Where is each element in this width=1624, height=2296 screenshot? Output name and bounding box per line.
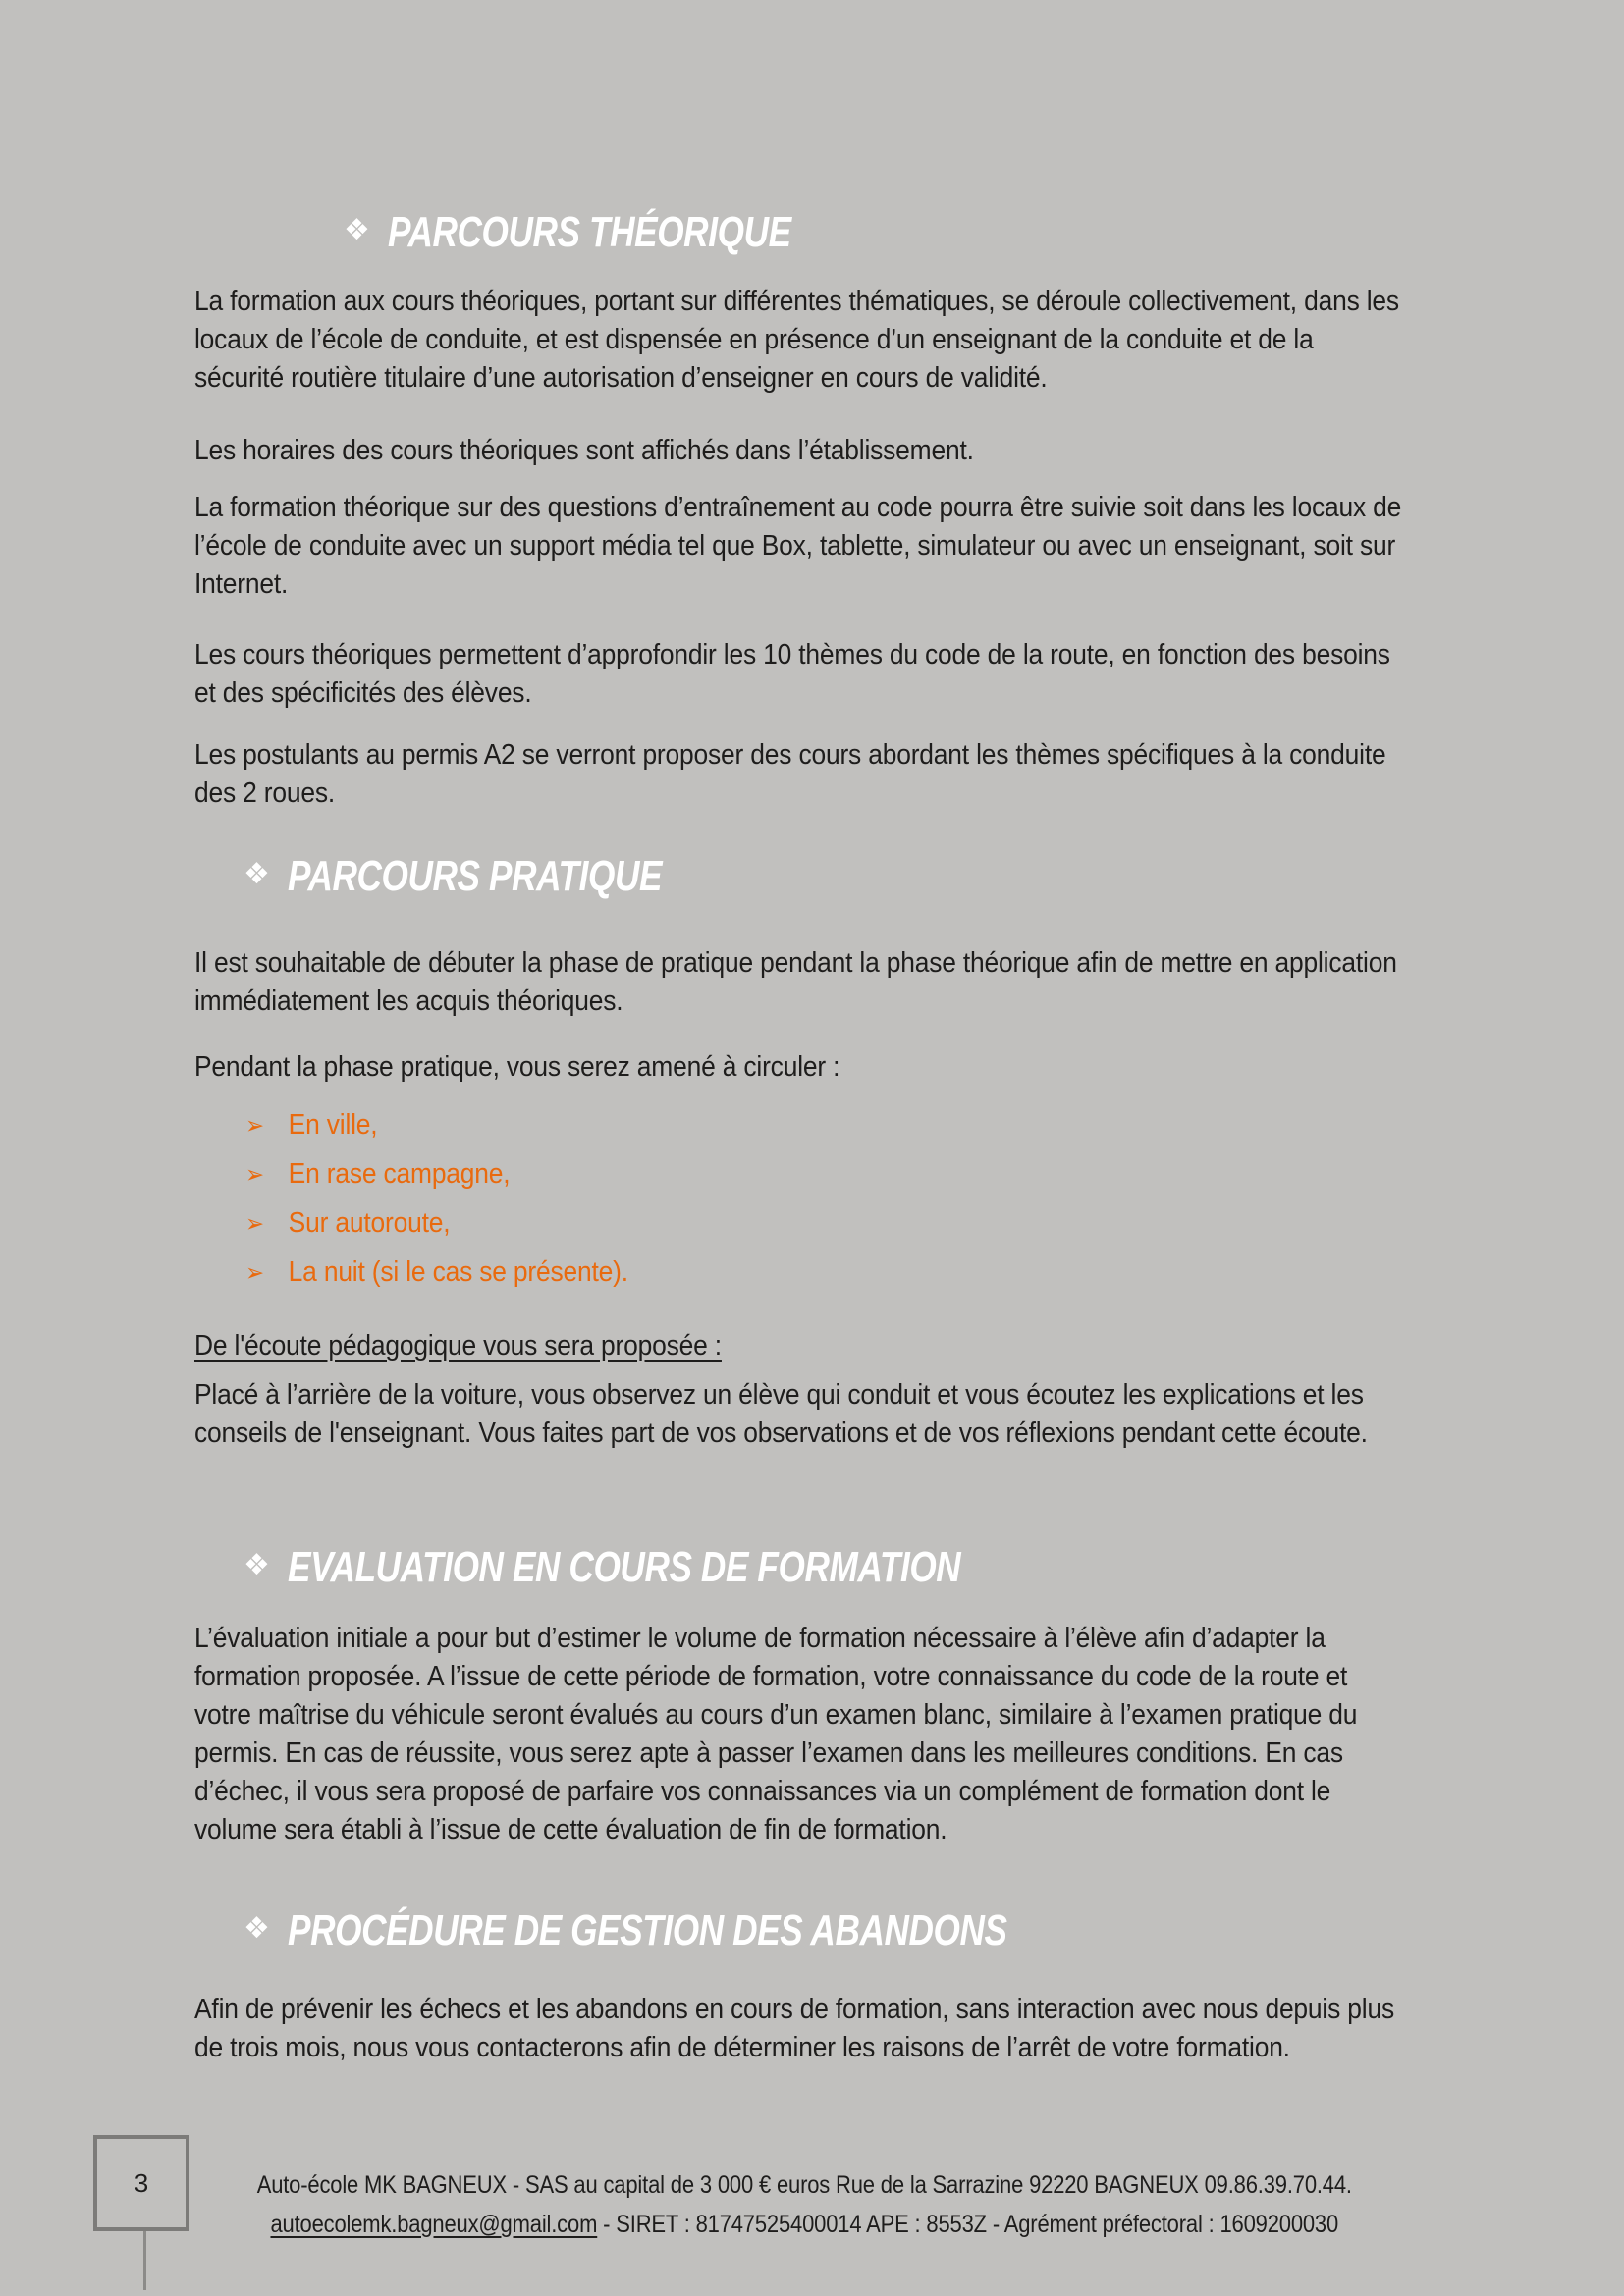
paragraph: Placé à l’arrière de la voiture, vous observez un élève qui conduit et vous écoutez les explications et les conseils de l'enseignant. Vous faites part de vos observations et de vos réflexions pendant cette écoute. bbox=[194, 1379, 1368, 1449]
list-item bbox=[245, 1203, 1139, 1244]
footer bbox=[194, 2165, 1415, 2244]
paragraph: Les horaires des cours théoriques sont affichés dans l’établissement. bbox=[194, 435, 974, 466]
practice-locations-list bbox=[245, 1105, 1139, 1302]
section-heading-abandons bbox=[244, 1906, 1187, 1955]
section-title: PROCÉDURE DE GESTION DES ABANDONS bbox=[287, 1906, 1007, 1954]
list-item-label: En rase campagne, bbox=[288, 1158, 511, 1190]
footer-line-1: Auto-école MK BAGNEUX - SAS au capital de 3 000 € euros Rue de la Sarrazine 92220 BAGNEUX 09.86.39.70.44. bbox=[256, 2171, 1352, 2199]
diamond-bullet-icon: ❖ bbox=[244, 1912, 270, 1945]
lead-in-underlined: De l'écoute pédagogique vous sera proposée : bbox=[194, 1330, 722, 1362]
section-heading-evaluation bbox=[244, 1543, 1129, 1592]
list-item bbox=[245, 1154, 1139, 1195]
paragraph: L’évaluation initiale a pour but d’estimer le volume de formation nécessaire à l’élève afin d’adapter la formation proposée. A l’issue de cette période de formation, votre connaissance du code de la route et votre maîtrise du véhicule seront évalués au cours d’un examen blanc, similaire à l’examen pratique du permis. En cas de réussite, vous serez apte à passer l’examen dans les meilleures conditions. En cas d’échec, il vous sera proposé de parfaire vos connaissances via un complément de formation dont le volume sera établi à l’issue de cette évaluation de fin de formation. bbox=[194, 1623, 1358, 1845]
paragraph: Il est souhaitable de débuter la phase de pratique pendant la phase théorique afin de mettre en application immédiatement les acquis théoriques. bbox=[194, 947, 1397, 1017]
section-title: EVALUATION EN COURS DE FORMATION bbox=[287, 1543, 961, 1591]
paragraph: La formation théorique sur des questions d’entraînement au code pourra être suivie soit dans les locaux de l’école de conduite avec un support média tel que Box, tablette, simulateur ou avec un enseignant, soit sur Internet. bbox=[194, 492, 1402, 600]
list-item-label: Sur autoroute, bbox=[288, 1207, 451, 1239]
paragraph: Afin de prévenir les échecs et les abandons en cours de formation, sans interaction avec nous depuis plus de trois mois, nous vous contacterons afin de déterminer les raisons de l’arrêt de votre formation. bbox=[194, 1994, 1394, 2063]
diamond-bullet-icon: ❖ bbox=[244, 1549, 270, 1581]
section-heading-parcours-theorique bbox=[344, 208, 892, 257]
arrow-bullet-icon: ➢ bbox=[245, 1112, 264, 1140]
email-link[interactable]: autoecolemk.bagneux@gmail.com bbox=[270, 2211, 598, 2238]
paragraph: La formation aux cours théoriques, portant sur différentes thématiques, se déroule collectivement, dans les locaux de l’école de conduite, et est dispensée en présence d’un enseignant de la conduite et de la sécurité routière titulaire d’une autorisation d’enseigner en cours de validité. bbox=[194, 286, 1399, 394]
paragraph: Les cours théoriques permettent d’approfondir les 10 thèmes du code de la route, en fonction des besoins et des spécificités des élèves. bbox=[194, 639, 1390, 709]
arrow-bullet-icon: ➢ bbox=[245, 1161, 264, 1189]
section-title: PARCOURS PRATIQUE bbox=[287, 852, 662, 900]
paragraph: Les postulants au permis A2 se verront proposer des cours abordant les thèmes spécifiques à la conduite des 2 roues. bbox=[194, 739, 1386, 809]
section-heading-parcours-pratique bbox=[244, 852, 755, 901]
list-item bbox=[245, 1105, 1139, 1146]
arrow-bullet-icon: ➢ bbox=[245, 1259, 264, 1287]
section-title: PARCOURS THÉORIQUE bbox=[387, 208, 791, 256]
list-item bbox=[245, 1253, 1139, 1293]
page-number: 3 bbox=[134, 2167, 149, 2198]
page-number-box bbox=[93, 2135, 189, 2231]
list-item-label: La nuit (si le cas se présente). bbox=[288, 1256, 628, 1288]
footer-line-2-rest: - SIRET : 81747525400014 APE : 8553Z - Agrément préfectoral : 1609200030 bbox=[597, 2211, 1339, 2238]
diamond-bullet-icon: ❖ bbox=[244, 858, 270, 890]
arrow-bullet-icon: ➢ bbox=[245, 1210, 264, 1238]
list-item-label: En ville, bbox=[288, 1109, 378, 1141]
paragraph: Pendant la phase pratique, vous serez amené à circuler : bbox=[194, 1051, 840, 1083]
footer-line-2 bbox=[194, 2205, 1415, 2244]
page-number-connector-line bbox=[143, 2231, 146, 2290]
diamond-bullet-icon: ❖ bbox=[344, 214, 370, 246]
